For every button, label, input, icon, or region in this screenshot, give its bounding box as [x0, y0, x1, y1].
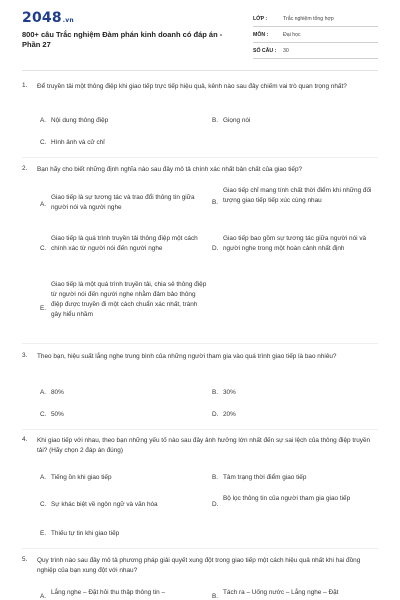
meta-value: Trắc nghiệm tổng hợp: [283, 16, 334, 22]
option-text: Nội dung thông điệp: [51, 117, 109, 124]
option-text: Giao tiếp là sự tương tác và trao đổi thông tin giữa người nói và người nghe: [51, 194, 195, 211]
option-text: Tách ra – Uống nước – Lắng nghe – Đặt: [223, 589, 339, 596]
option-text: Tâm trạng thời điểm giao tiếp: [223, 474, 307, 481]
meta-key: LỚP :: [253, 16, 268, 22]
option-text: Thiếu tự tin khi giao tiếp: [51, 530, 120, 537]
option-text: 50%: [51, 411, 64, 418]
option-letter: A.: [40, 201, 47, 208]
question-divider: [22, 548, 378, 549]
option-text: Giọng nói: [223, 117, 251, 124]
option-text: Lắng nghe – Đặt hỏi thu thập thông tin –: [51, 589, 166, 596]
option-text: 80%: [51, 389, 64, 396]
meta-row-subject: [253, 30, 378, 43]
option-letter: D.: [212, 245, 219, 252]
header-divider: [22, 70, 378, 71]
option-letter: B.: [212, 117, 219, 124]
site-logo[interactable]: [22, 10, 74, 26]
meta-value: Đại học: [283, 32, 301, 38]
option-text: Bộ lọc thông tin của người tham gia giao tiếp: [223, 495, 351, 502]
option-letter: A.: [40, 117, 47, 124]
document-meta: [253, 14, 378, 62]
meta-key: MÔN :: [253, 32, 269, 38]
option-letter: C.: [40, 501, 47, 508]
option-letter: A.: [40, 474, 47, 481]
option-letter: E.: [40, 530, 47, 537]
option-text: Giao tiếp là quá trình truyền tải thông điệp một cách chính xác từ người nói đến người nghe: [51, 235, 198, 252]
question-text: Theo bạn, hiệu suất lắng nghe trung bình của những người tham gia vào quá trình giao tiếp là bao nhiêu?: [37, 353, 337, 360]
question-number: 5.: [22, 556, 28, 563]
logo-suffix: .vn: [62, 17, 74, 24]
option-letter: B.: [212, 593, 219, 600]
option-letter: B.: [212, 389, 219, 396]
question-text: Để truyền tải một thông điệp khi giao tiếp trực tiếp hiệu quả, kênh nào sau đây chiếm vai trò quan trọng nhất?: [37, 83, 347, 90]
question-divider: [22, 429, 378, 430]
option-letter: B.: [212, 474, 219, 481]
question-number: 4.: [22, 436, 28, 443]
option-text: Giao tiếp là một quá trình truyền tải, chia sẻ thông điệp từ người nói đến người nghe nhằm đảm bảo thông điệp được truyền đi một cách chuẩn xác nhất, tránh gây hiểu nhầm: [51, 281, 207, 318]
logo-main: 2048: [22, 10, 62, 26]
question-text: Quy trình nào sau đây mô tả phương pháp giải quyết xung đột trong giao tiếp một cách hiệu quả nhất khi hai đồng nghiệp của bạn xung đột với nhau?: [37, 557, 361, 574]
option-text: Giao tiếp bao gồm sự tương tác giữa người nói và người nghe trong một hoàn cảnh nhất định: [223, 235, 367, 252]
document-header: [0, 0, 400, 66]
option-letter: C.: [40, 411, 47, 418]
option-text: Tiếng ồn khi giao tiếp: [51, 474, 112, 481]
question-text: Khi giao tiếp với nhau, theo bạn những yếu tố nào sau đây ảnh hưởng lớn nhất đến sự sai lệch của thông điệp truyền tải? (Hãy chọn 2 đáp án đúng): [37, 437, 371, 454]
option-letter: A.: [40, 593, 47, 600]
question-text: Bạn hãy cho biết những định nghĩa nào sau đây mô tả chính xác nhất bản chất của giao tiếp?: [37, 166, 303, 173]
question-number: 1.: [22, 82, 28, 89]
meta-value: 30: [283, 48, 289, 54]
option-text: Sự khác biệt về ngôn ngữ và văn hóa: [51, 501, 158, 508]
document-title: 800+ câu Trắc nghiệm Đàm phán kinh doanh có đáp án - Phần 27: [22, 30, 223, 49]
option-text: Giao tiếp chỉ mang tính chất thời điểm khi những đối tượng giao tiếp tiếp xúc cùng nhau: [223, 187, 372, 204]
option-letter: A.: [40, 389, 47, 396]
meta-row-class: [253, 14, 378, 27]
question-number: 3.: [22, 352, 28, 359]
option-letter: E.: [40, 305, 47, 312]
option-letter: C.: [40, 245, 47, 252]
meta-row-count: [253, 46, 378, 59]
option-text: 30%: [223, 389, 236, 396]
meta-key: SỐ CÂU :: [253, 48, 277, 54]
question-number: 2.: [22, 165, 28, 172]
question-divider: [22, 343, 378, 344]
question-divider: [22, 157, 378, 158]
option-letter: B.: [212, 199, 219, 206]
option-letter: D.: [212, 411, 219, 418]
option-letter: D.: [212, 501, 219, 508]
option-letter: C.: [40, 139, 47, 146]
option-text: Hình ảnh và cử chỉ: [51, 139, 105, 146]
option-text: 20%: [223, 411, 236, 418]
